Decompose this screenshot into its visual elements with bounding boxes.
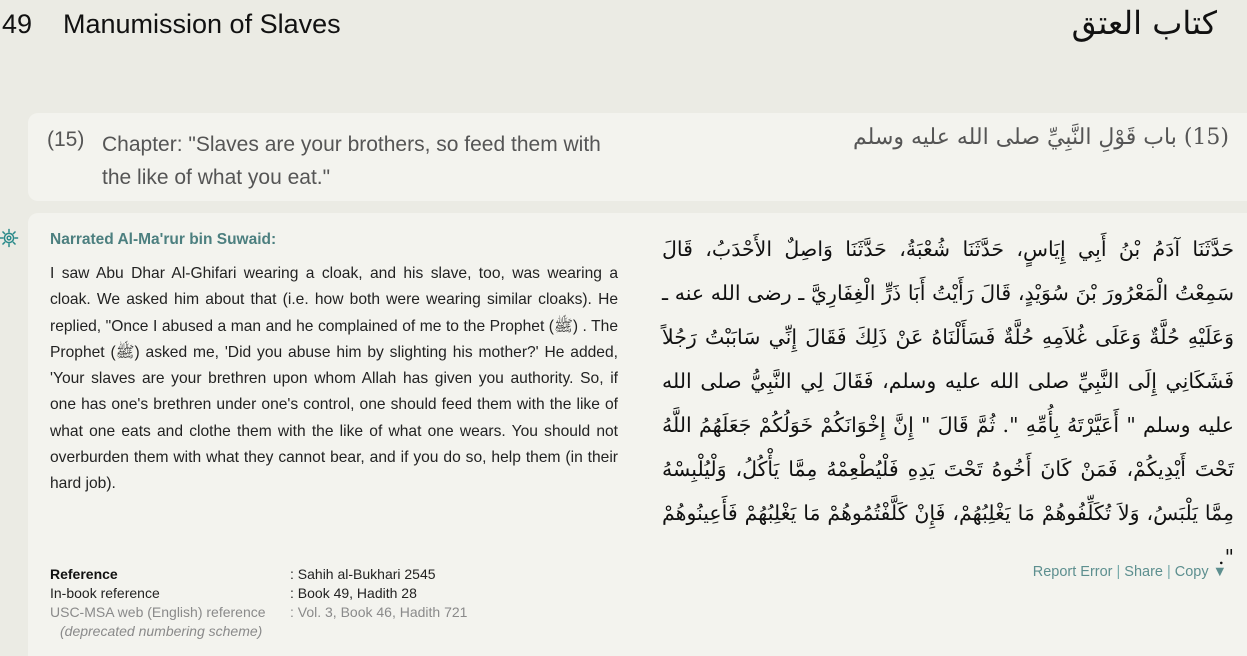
chapter-number: (15): [47, 128, 85, 151]
usc-reference-label: USC-MSA web (English) reference: [50, 604, 266, 620]
chapter-title-english: Chapter: "Slaves are your brothers, so feed them with the like of what you eat.": [102, 133, 601, 189]
inbook-reference-row: [50, 584, 467, 603]
action-separator: |: [1166, 564, 1171, 580]
deprecated-note: (deprecated numbering scheme): [60, 623, 263, 639]
reference-value: : Sahih al-Bukhari 2545: [290, 566, 436, 582]
gear-icon[interactable]: [0, 227, 20, 249]
inbook-reference-label: In-book reference: [50, 585, 160, 601]
hadith-narrator: Narrated Al-Ma'rur bin Suwaid:: [50, 231, 277, 248]
hadith-text-english: I saw Abu Dhar Al-Ghifari wearing a cloak, and his slave, too, was wearing a cloak. We asked him about that (i.e. how both were wearing similar cloaks). He replied, "Once I abused a man and he complained of me to the Prophet (ﷺ) . The Prophet (ﷺ) asked me, 'Did you abuse him by slighting his mother?' He added, 'Your slaves are your brethren upon whom Allah has given you authority. So, if one has one's brethren under one's control, one should feed them with the like of what one eats and clothe them with the like of what one wears. You should not overburden them with what they cannot bear, and if you do so, help them (in their hard job).: [50, 265, 618, 493]
hadith-panel: [28, 213, 1247, 656]
hadith-text-arabic: حَدَّثَنَا آدَمُ بْنُ أَبِي إِيَاسٍ، حَدَّثَنَا شُعْبَةُ، حَدَّثَنَا وَاصِلٌ الأَحْدَبُ، قَالَ سَمِعْتُ الْمَعْرُورَ بْنَ سُوَيْدٍ، قَالَ رَأَيْتُ أَبَا ذَرٍّ الْغِفَارِيَّ ـ رضى الله عنه ـ وَعَلَيْهِ حُلَّةٌ وَعَلَى غُلاَمِهِ حُلَّةٌ فَسَأَلْنَاهُ عَنْ ذَلِكَ فَقَالَ إِنِّي سَابَبْتُ رَجُلاً فَشَكَانِي إِلَى النَّبِيِّ صلى الله عليه وسلم، فَقَالَ لِي النَّبِيُّ صلى الله عليه وسلم " أَعَيَّرْتَهُ بِأُمِّهِ ". ثُمَّ قَالَ " إِنَّ إِخْوَانَكُمْ خَوَلُكُمْ جَعَلَهُمُ اللَّهُ تَحْتَ أَيْدِيكُمْ، فَمَنْ كَانَ أَخُوهُ تَحْتَ يَدِهِ فَلْيُطْعِمْهُ مِمَّا يَأْكُلُ، وَلْيُلْبِسْهُ مِمَّا يَلْبَسُ، وَلاَ تُكَلِّفُوهُمْ مَا يَغْلِبُهُمْ، فَإِنْ كَلَّفْتُمُوهُمْ مَا يَغْلِبُهُمْ فَأَعِينُوهُمْ ".: [662, 237, 1234, 569]
inbook-reference-value: : Book 49, Hadith 28: [290, 585, 417, 601]
book-header: [0, 0, 1247, 60]
action-separator: |: [1116, 564, 1121, 580]
reference-label: Reference: [50, 566, 118, 582]
reference-table: [50, 565, 467, 641]
usc-reference-value: : Vol. 3, Book 46, Hadith 721: [290, 604, 468, 620]
share-link[interactable]: Share: [1124, 564, 1163, 580]
usc-reference-row: [50, 603, 467, 622]
chapter-panel: [28, 113, 1247, 201]
report-error-link[interactable]: Report Error: [1032, 564, 1113, 580]
copy-dropdown[interactable]: Copy ▼: [1174, 564, 1227, 580]
chapter-title-arabic: (15) باب قَوْلِ النَّبِيِّ صلى الله عليه وسلم: [853, 125, 1229, 150]
hadith-actions: [1033, 564, 1227, 580]
book-title-english: Manumission of Slaves: [63, 9, 341, 39]
book-number: 49: [2, 9, 33, 39]
reference-row: [50, 565, 467, 584]
book-title-arabic: كتاب العتق: [1071, 4, 1217, 42]
